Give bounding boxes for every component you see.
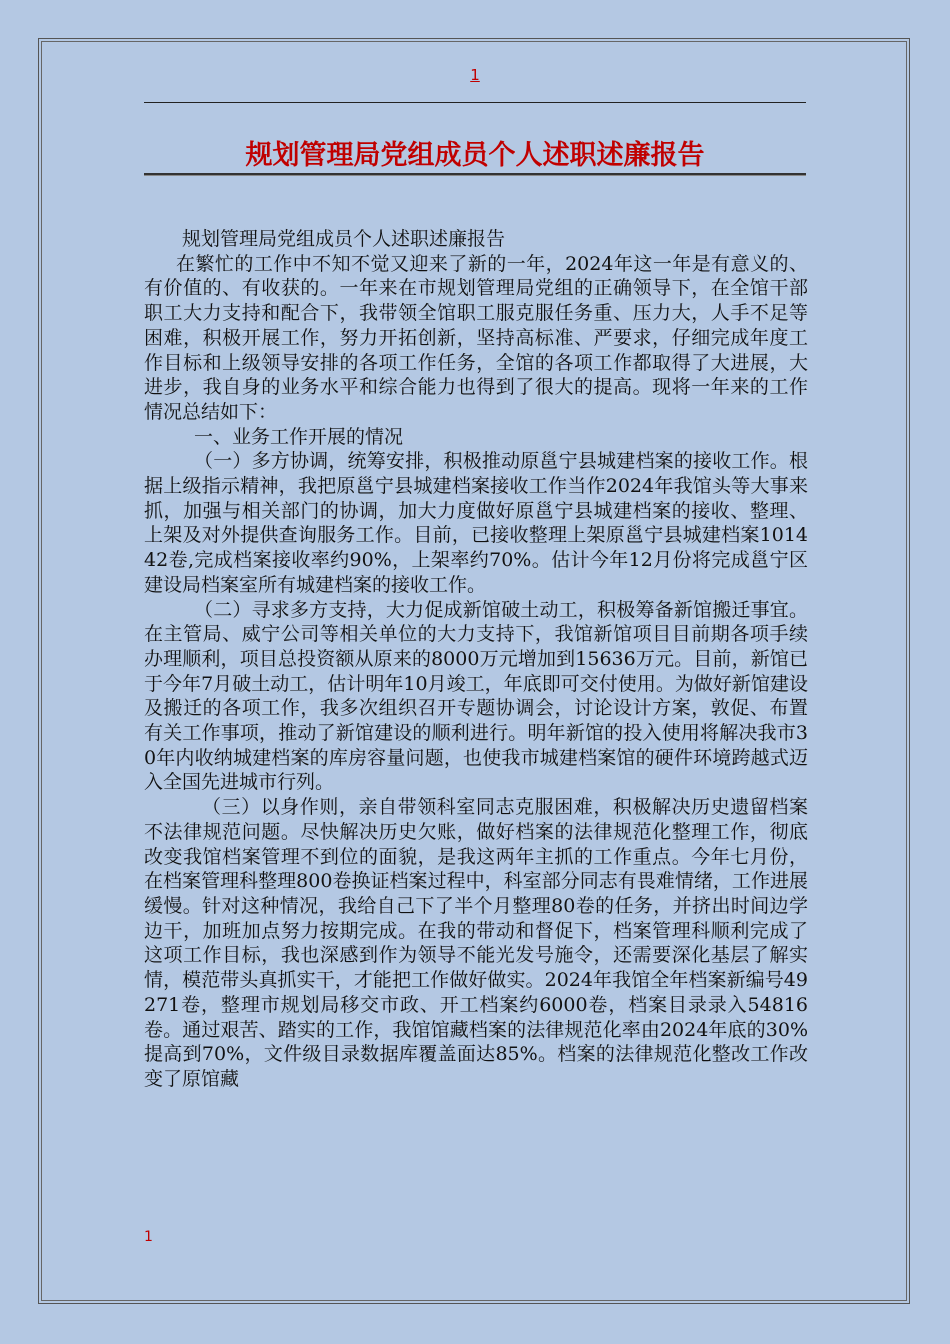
title-divider xyxy=(144,173,806,175)
paragraph-intro: 在繁忙的工作中不知不觉又迎来了新的一年，2024年这一年是有意义的、有价值的、有收获的。一年来在市规划管理局党组的正确领导下，在全馆干部职工大力支持和配合下，我带领全馆职工服克服任务重、压力大，人手不足等困难，积极开展工作，努力开拓创新，坚持高标准、严要求，仔细完成年度工作目标和上级领导安排的各项工作任务，全馆的各项工作都取得了大进展，大进步，我自身的业务水平和综合能力也得到了很大的提高。现将一年来的工作情况总结如下： xyxy=(144,252,808,423)
paragraph-item-2: （二）寻求多方支持，大力促成新馆破土动工，积极筹备新馆搬迁事宜。在主管局、威宁公司等相关单位的大力支持下，我馆新馆项目目前期各项手续办理顺利，项目总投资额从原来的8000万元增加到15636万元。目前，新馆已于今年7月破土动工，估计明年10月竣工，年底即可交付使用。为做好新馆建设及搬迁的各项工作，我多次组织召开专题协调会，讨论设计方案，敦促、布置有关工作事项，推动了新馆建设的顺利进行。明年新馆的投入使用将解决我市30年内收纳城建档案的库房容量问题，也使我市城建档案馆的硬件环境跨越式迈入全国先进城市行列。 xyxy=(144,598,808,794)
paragraph-item-3: （三）以身作则，亲自带领科室同志克服困难，积极解决历史遗留档案不法律规范问题。尽快解决历史欠账，做好档案的法律规范化整理工作，彻底改变我馆档案管理不到位的面貌，是我这两年主抓的工作重点。今年七月份，在档案管理科整理800卷换证档案过程中，科室部分同志有畏难情绪，工作进展缓慢。针对这种情况，我给自己下了半个月整理80卷的任务，并挤出时间边学边干，加班加点努力按期完成。在我的带动和督促下，档案管理科顺利完成了这项工作目标，我也深感到作为领导不能光发号施令，还需要深化基层了解实情，模范带头真抓实干，才能把工作做好做实。2024年我馆全年档案新编号49271卷，整理市规划局移交市政、开工档案约6000卷，档案目录录入54816卷。通过艰苦、踏实的工作，我馆馆藏档案的法律规范化率由2024年底的30%提高到70%，文件级目录数据库覆盖面达85%。档案的法律规范化整改工作改变了原馆藏 xyxy=(144,796,808,1090)
header-page-number: 1 xyxy=(470,66,480,84)
document-body xyxy=(144,227,808,1092)
document-subtitle: 规划管理局党组成员个人述职述廉报告 xyxy=(182,228,506,250)
document-title: 规划管理局党组成员个人述职述廉报告 xyxy=(245,140,705,171)
footer-page-number: 1 xyxy=(144,1229,153,1245)
paragraph-item-1: （一）多方协调，统筹安排，积极推动原邕宁县城建档案的接收工作。根据上级指示精神，我把原邕宁县城建档案接收工作当作2024年我馆头等大事来抓，加强与相关部门的协调，加大力度做好原邕宁县城建档案的接收、整理、上架及对外提供查询服务工作。目前，已接收整理上架原邕宁县城建档案101442卷,完成档案接收率约90%，上架率约70%。估计今年12月份将完成邕宁区建设局档案室所有城建档案的接收工作。 xyxy=(144,450,808,596)
section-heading: 一、业务工作开展的情况 xyxy=(194,425,404,448)
header-divider xyxy=(144,102,806,103)
